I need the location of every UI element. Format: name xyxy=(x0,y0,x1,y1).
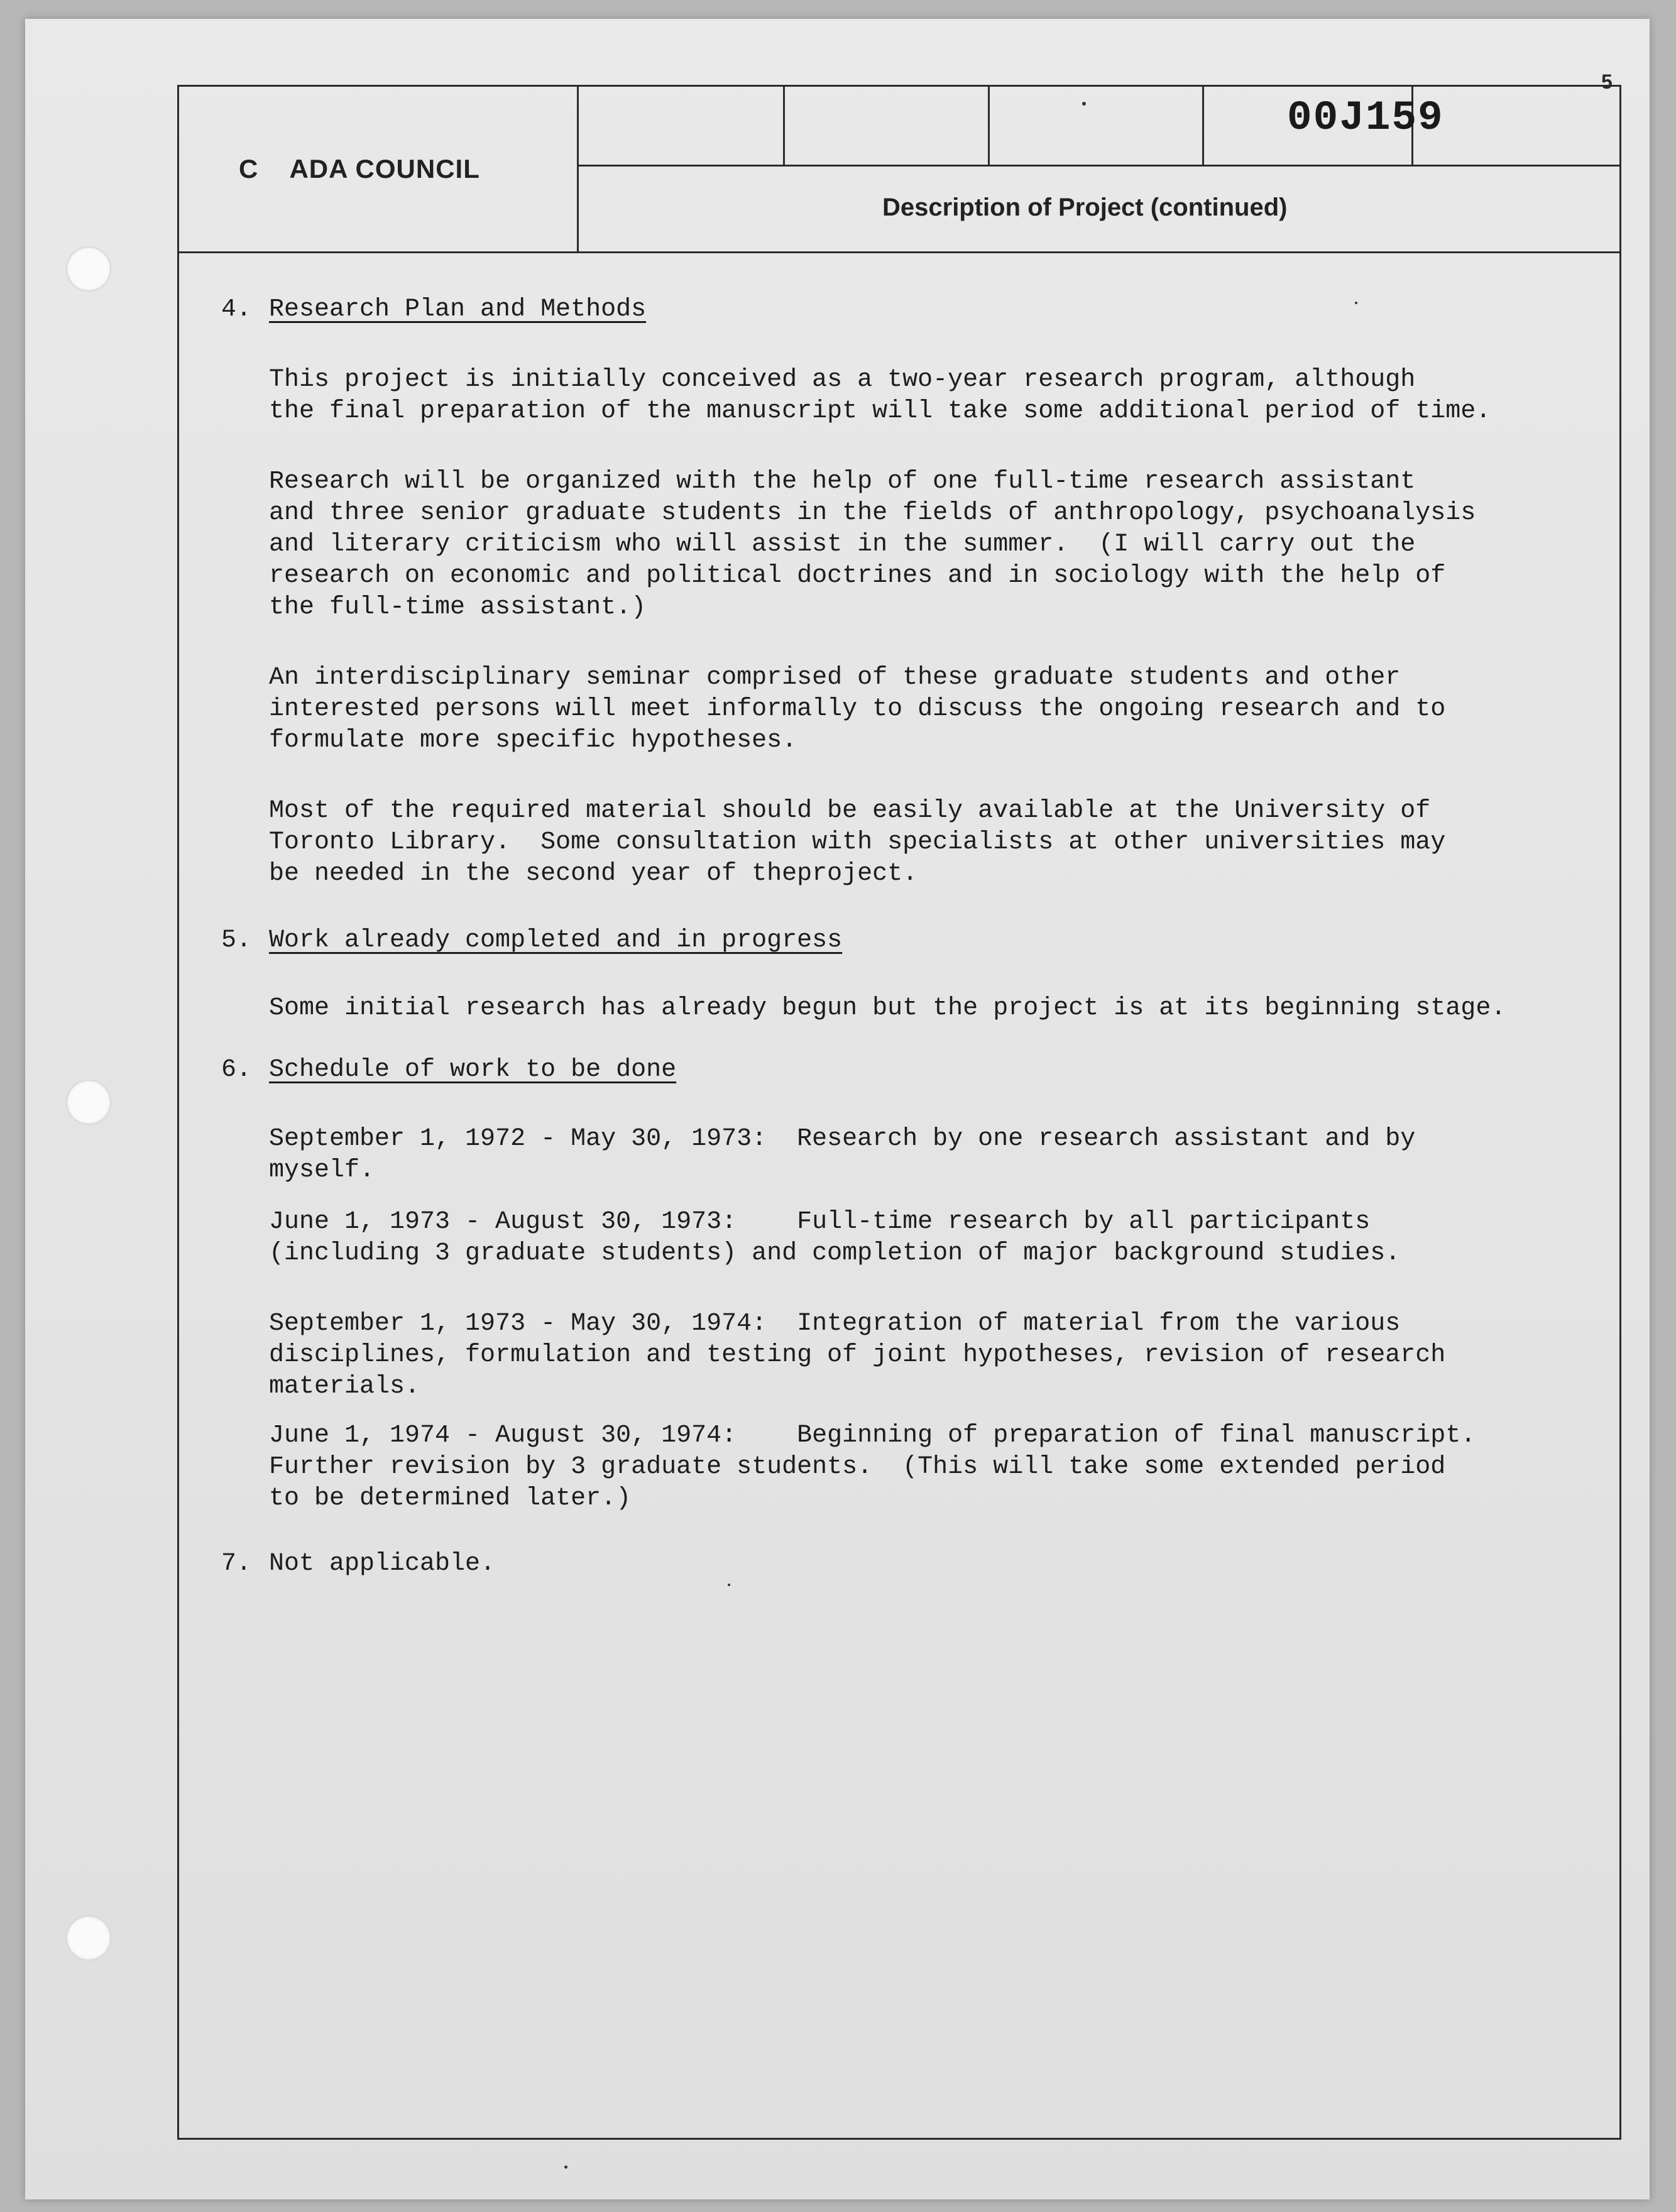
section-number: 7. xyxy=(221,1550,252,1578)
header-box-divider xyxy=(1202,85,1204,167)
header-dot xyxy=(1082,102,1086,106)
header-box-divider xyxy=(988,85,990,167)
punch-hole-middle xyxy=(66,1080,111,1125)
text-line: June 1, 1974 - August 30, 1974: Beginning of preparation of final manuscript. xyxy=(269,1421,1476,1450)
section-number: 5. xyxy=(221,926,252,955)
header-box-row-line xyxy=(577,165,1621,167)
text-line: the full-time assistant.) xyxy=(269,593,647,621)
page-number: 5 xyxy=(1601,70,1613,93)
text-line: June 1, 1973 - August 30, 1973: Full-time research by all participants xyxy=(269,1208,1371,1236)
organization-name: C ADA COUNCIL xyxy=(239,154,480,183)
text-line: Some initial research has already begun but the project is at its beginning stage. xyxy=(269,994,1506,1022)
punch-hole-bottom xyxy=(66,1915,111,1961)
section-number: 4. xyxy=(221,295,252,324)
text-line: interested persons will meet informally to discuss the ongoing research and to xyxy=(269,695,1446,723)
text-line: September 1, 1973 - May 30, 1974: Integration of material from the various xyxy=(269,1310,1401,1338)
text-line: myself. xyxy=(269,1156,375,1185)
text-line: and literary criticism who will assist in the summer. (I will carry out the xyxy=(269,530,1416,559)
text-line: Research will be organized with the help of one full-time research assistant xyxy=(269,468,1416,496)
text-line: research on economic and political doctrines and in sociology with the help of xyxy=(269,562,1446,590)
text-line: Further revision by 3 graduate students. (This will take some extended period xyxy=(269,1453,1446,1481)
text-line: disciplines, formulation and testing of joint hypotheses, revision of research xyxy=(269,1341,1446,1369)
scan-speck xyxy=(1355,302,1357,304)
section-text: Not applicable. xyxy=(269,1550,496,1578)
header-divider xyxy=(177,251,1621,253)
header-box-divider xyxy=(783,85,785,167)
text-line: the final preparation of the manuscript will take some additional period of time. xyxy=(269,397,1491,425)
page-title: Description of Project (continued) xyxy=(882,194,1288,221)
section-heading: Work already completed and in progress xyxy=(269,926,843,955)
text-line: An interdisciplinary seminar comprised of these graduate students and other xyxy=(269,664,1401,692)
text-line: This project is initially conceived as a two-year research program, although xyxy=(269,366,1416,394)
section-heading: Schedule of work to be done xyxy=(269,1056,677,1084)
section-number: 6. xyxy=(221,1056,252,1084)
text-line: Toronto Library. Some consultation with specialists at other universities may xyxy=(269,828,1446,857)
text-line: materials. xyxy=(269,1372,420,1401)
text-line: (including 3 graduate students) and completion of major background studies. xyxy=(269,1239,1401,1268)
punch-hole-top xyxy=(66,246,111,292)
text-line: and three senior graduate students in the fields of anthropology, psychoanalysis xyxy=(269,499,1476,527)
text-line: formulate more specific hypotheses. xyxy=(269,726,797,755)
scan-speck xyxy=(728,1584,730,1586)
section-heading: Research Plan and Methods xyxy=(269,295,647,324)
text-line: be needed in the second year of theproject. xyxy=(269,860,918,888)
text-line: Most of the required material should be easily available at the University of xyxy=(269,797,1431,825)
header-org-divider xyxy=(577,85,579,253)
document-number-stamp: 00J159 xyxy=(1287,94,1444,141)
text-line: September 1, 1972 - May 30, 1973: Research by one research assistant and by xyxy=(269,1125,1416,1153)
scan-speck xyxy=(564,2165,567,2169)
text-line: to be determined later.) xyxy=(269,1484,632,1513)
